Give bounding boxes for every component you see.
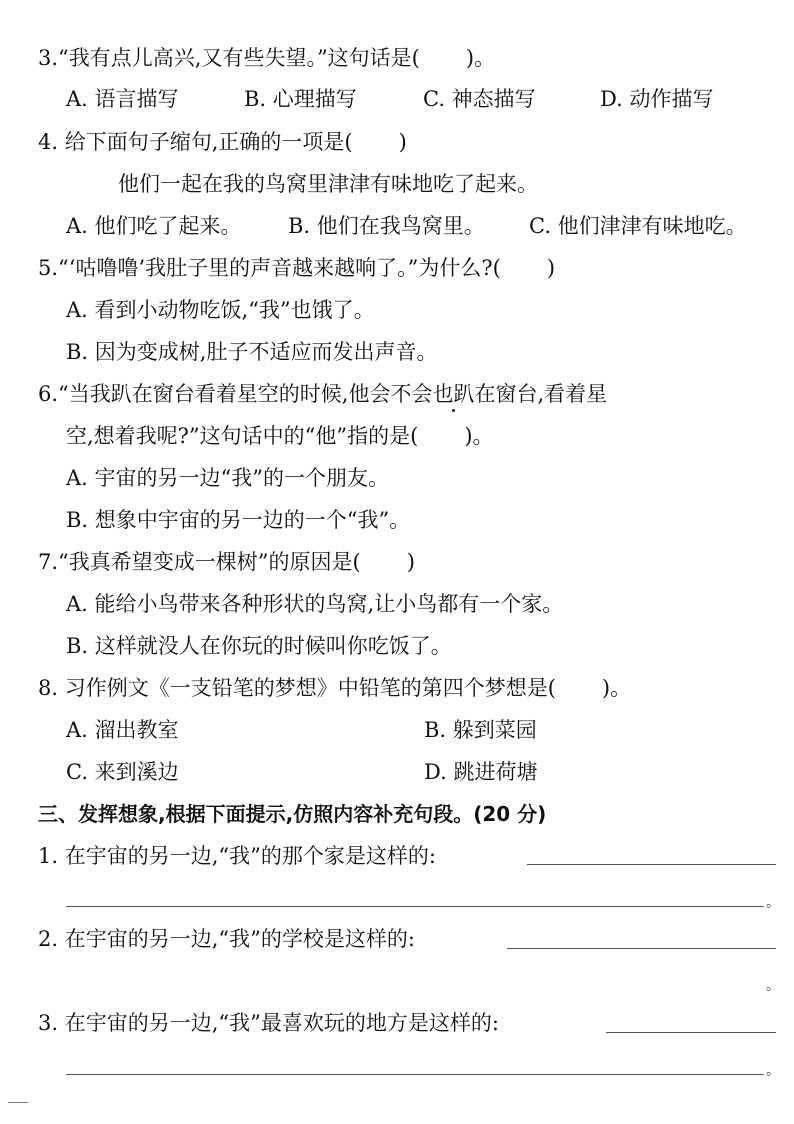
q4-option-a[interactable]: A. 他们吃了起来。 <box>66 214 242 238</box>
q7-option-b[interactable]: B. 这样就没人在你玩的时候叫你吃饭了。 <box>66 634 452 658</box>
q3-stem-text: 3.“我有点儿高兴,又有些失望。”这句话是( <box>38 46 420 70</box>
section-3-heading: 三、发挥想象,根据下面提示,仿照内容补充句段。(20 分) <box>38 802 547 826</box>
q5-option-a[interactable]: A. 看到小动物吃饭,“我”也饿了。 <box>66 298 375 322</box>
q4-option-b[interactable]: B. 他们在我鸟窝里。 <box>288 214 485 238</box>
prompt-3-end-mark: 。 <box>766 1063 780 1079</box>
prompt-3: 3. 在宇宙的另一边,“我”最喜欢玩的地方是这样的: <box>38 1011 499 1035</box>
prompt-1: 1. 在宇宙的另一边,“我”的那个家是这样的: <box>38 844 436 868</box>
prompt-2-end-mark: 。 <box>766 978 780 994</box>
q4-option-c[interactable]: C. 他们津津有味地吃。 <box>529 214 747 238</box>
q7-close: ) <box>406 550 415 574</box>
prompt-1-end-mark: 。 <box>766 895 780 911</box>
q6-stem-text: 空,想着我呢?”这句话中的“他”指的是( <box>66 424 419 448</box>
q6-option-a[interactable]: A. 宇宙的另一边“我”的一个朋友。 <box>66 466 389 490</box>
q8-option-c[interactable]: C. 来到溪边 <box>66 760 179 784</box>
q6-option-b[interactable]: B. 想象中宇宙的另一边的一个“我”。 <box>66 508 411 532</box>
q4-close: ) <box>398 130 407 154</box>
q8-option-a[interactable]: A. 溜出教室 <box>66 718 179 742</box>
q5-stem-text: 5.“‘咕噜噜’我肚子里的声音越来越响了。”为什么?( <box>38 256 501 280</box>
prompt-2-answer-line-1[interactable] <box>507 948 776 949</box>
prompt-2: 2. 在宇宙的另一边,“我”的学校是这样的: <box>38 927 415 951</box>
prompt-1-answer-line-1[interactable] <box>527 864 776 865</box>
q4-stem <box>38 128 407 156</box>
q7-stem <box>38 548 415 576</box>
q3-option-a[interactable]: A. 语言描写 <box>66 87 179 111</box>
q6-close: )。 <box>464 424 494 448</box>
q6-stem-line1: 6.“当我趴在窗台看着星空的时候,他会不会也趴在窗台,看着星 <box>38 382 608 406</box>
q7-stem-text: 7.“我真希望变成一棵树”的原因是( <box>38 550 361 574</box>
q8-stem <box>38 674 631 702</box>
q3-close: )。 <box>465 46 496 70</box>
q5-option-b[interactable]: B. 因为变成树,肚子不适应而发出声音。 <box>66 340 438 364</box>
prompt-3-answer-line-2[interactable] <box>66 1074 764 1075</box>
q3-option-c[interactable]: C. 神态描写 <box>423 87 536 111</box>
page-edge-mark <box>8 1102 28 1103</box>
prompt-3-answer-line-1[interactable] <box>606 1032 776 1033</box>
q3-option-b[interactable]: B. 心理描写 <box>244 87 357 111</box>
q8-close: )。 <box>601 676 632 700</box>
q4-sentence: 他们一起在我的鸟窝里津津有味地吃了起来。 <box>118 172 538 196</box>
q3-option-d[interactable]: D. 动作描写 <box>600 87 714 111</box>
q4-stem-text: 4. 给下面句子缩句,正确的一项是( <box>38 130 353 154</box>
q8-option-d[interactable]: D. 跳进荷塘 <box>424 760 538 784</box>
q5-close: ) <box>546 256 556 280</box>
q6-stem-line2 <box>66 422 494 450</box>
prompt-1-answer-line-2[interactable] <box>66 906 764 907</box>
q7-option-a[interactable]: A. 能给小鸟带来各种形状的鸟窝,让小鸟都有一个家。 <box>66 592 564 616</box>
q3-stem <box>38 44 495 72</box>
q8-option-b[interactable]: B. 躲到菜园 <box>424 718 537 742</box>
q5-stem <box>38 254 555 282</box>
q8-stem-text: 8. 习作例文《一支铅笔的梦想》中铅笔的第四个梦想是( <box>38 676 556 700</box>
emphasis-dot <box>452 409 455 412</box>
